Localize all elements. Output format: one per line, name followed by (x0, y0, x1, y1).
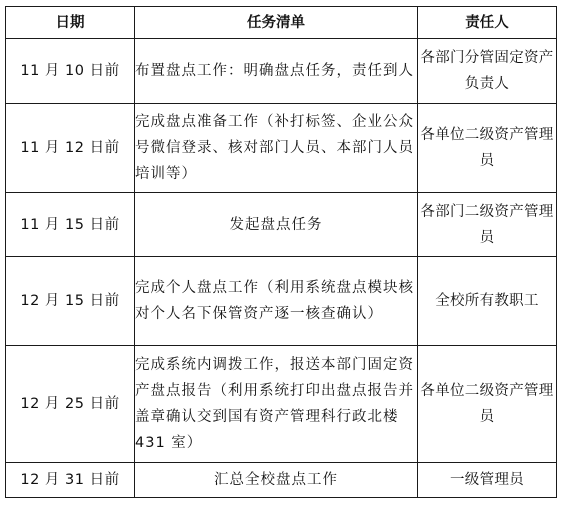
header-date: 日期 (6, 7, 135, 39)
table-header-row (6, 7, 557, 39)
row-owner: 一级管理员 (418, 463, 557, 498)
table-row (6, 463, 557, 498)
row-date: 12 月 15 日前 (6, 257, 135, 346)
table-row (6, 193, 557, 257)
row-date: 11 月 12 日前 (6, 104, 135, 193)
table-row (6, 39, 557, 104)
table-row (6, 257, 557, 346)
inventory-schedule-table (5, 6, 557, 498)
row-task: 布置盘点工作：明确盘点任务，责任到人 (135, 39, 418, 104)
table-row (6, 346, 557, 463)
row-date: 11 月 15 日前 (6, 193, 135, 257)
row-task: 汇总全校盘点工作 (135, 463, 418, 498)
row-task: 完成盘点准备工作（补打标签、企业公众号微信登录、核对部门人员、本部门人员培训等） (135, 104, 418, 193)
row-owner: 全校所有教职工 (418, 257, 557, 346)
row-owner: 各单位二级资产管理员 (418, 346, 557, 463)
row-task: 发起盘点任务 (135, 193, 418, 257)
header-task: 任务清单 (135, 7, 418, 39)
header-owner: 责任人 (418, 7, 557, 39)
table-row (6, 104, 557, 193)
row-owner: 各部门分管固定资产负责人 (418, 39, 557, 104)
row-date: 12 月 31 日前 (6, 463, 135, 498)
row-date: 11 月 10 日前 (6, 39, 135, 104)
row-task: 完成个人盘点工作（利用系统盘点模块核对个人名下保管资产逐一核查确认） (135, 257, 418, 346)
row-owner: 各单位二级资产管理员 (418, 104, 557, 193)
row-date: 12 月 25 日前 (6, 346, 135, 463)
row-task: 完成系统内调拨工作，报送本部门固定资产盘点报告（利用系统打印出盘点报告并盖章确认交到国有资产管理科行政北楼 431 室） (135, 346, 418, 463)
row-owner: 各部门二级资产管理员 (418, 193, 557, 257)
